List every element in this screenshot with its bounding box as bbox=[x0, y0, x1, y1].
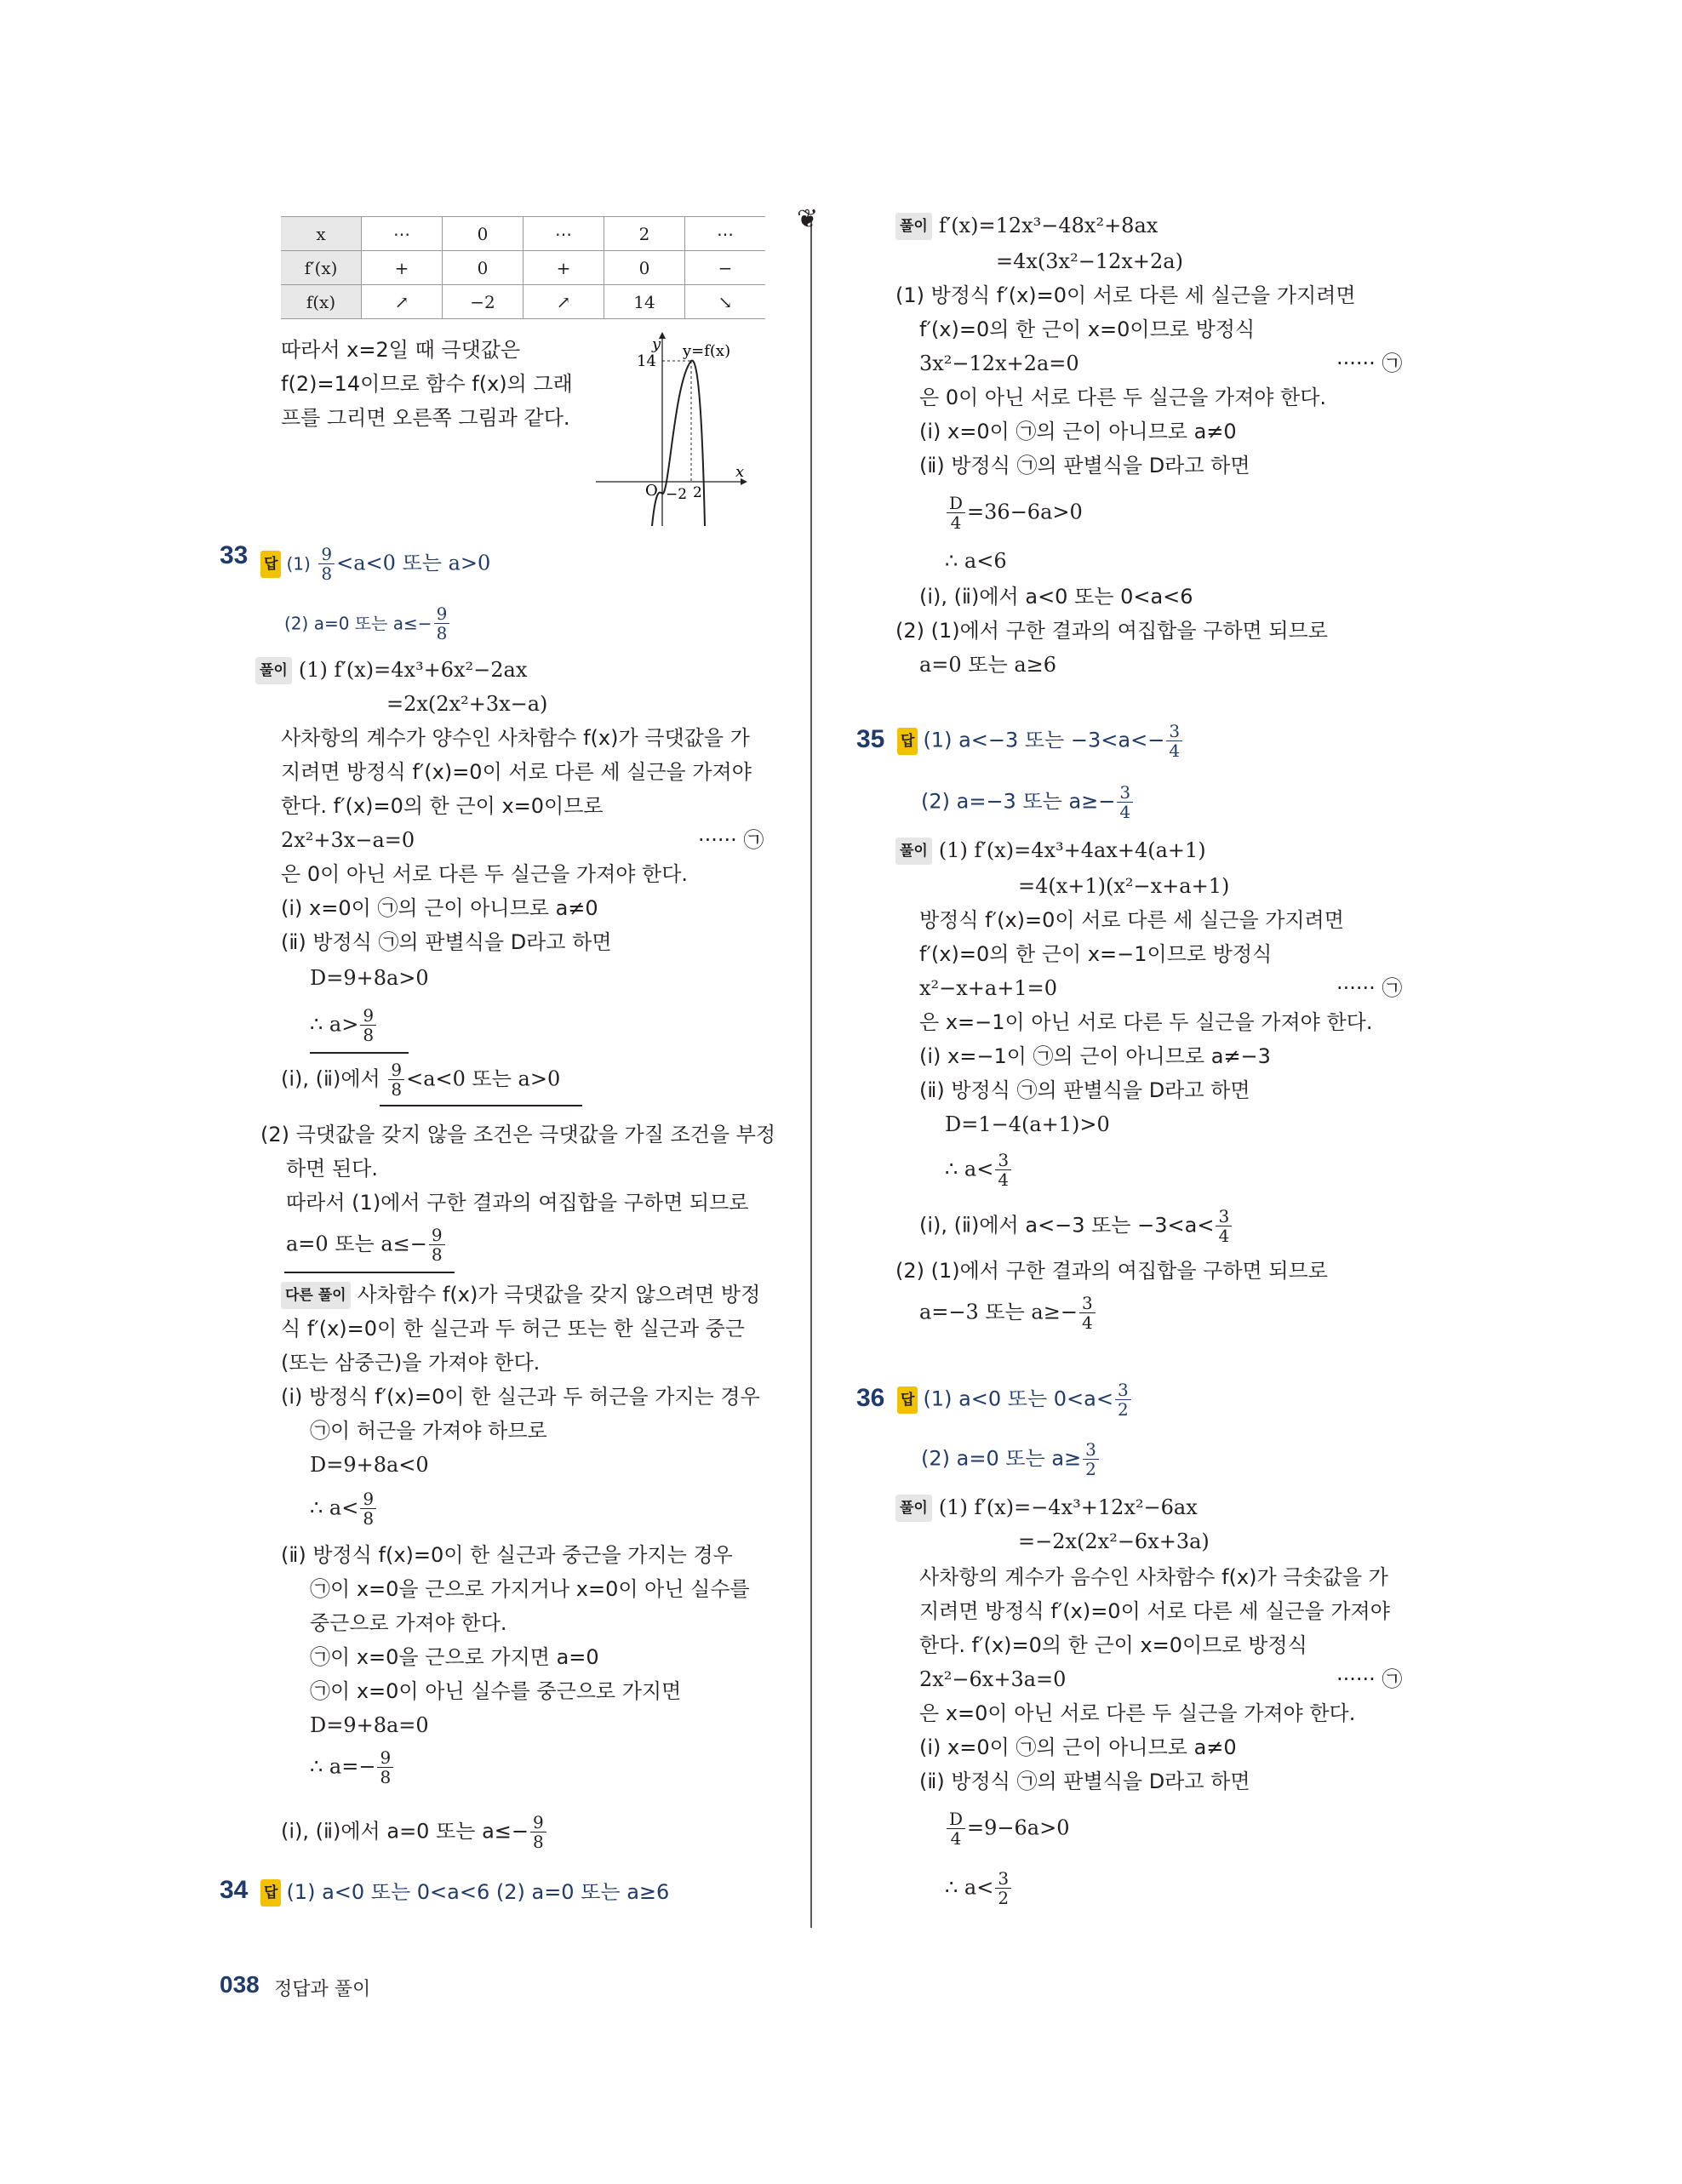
solution-line: ㉠이 x=0이 아닌 실수를 중근으로 가지면 bbox=[310, 1679, 682, 1703]
solution-line: (ⅰ) 방정식 f′(x)=0이 한 실근과 두 허근을 가지는 경우 bbox=[281, 1385, 760, 1409]
equation-tag: ······ ㉠ bbox=[698, 828, 764, 852]
column-divider bbox=[810, 217, 812, 1928]
table-cell: ⋯ bbox=[685, 217, 766, 251]
table-cell: 2 bbox=[604, 217, 685, 251]
underline bbox=[380, 1105, 582, 1106]
solution-line: (ⅰ), (ⅱ)에서 a<0 또는 0<a<6 bbox=[919, 585, 1193, 609]
fraction: $\frac{9}{8}$ bbox=[429, 1226, 445, 1264]
table-cell: f(x) bbox=[281, 285, 362, 319]
solution-line: 풀이 (1) f′(x)=4x³+6x²−2ax bbox=[255, 657, 527, 684]
answer-tag: 답 bbox=[260, 551, 281, 578]
solution-line: 지려면 방정식 f′(x)=0이 서로 다른 세 실근을 가져야 bbox=[919, 1599, 1390, 1623]
equation-tag: ······ ㉠ bbox=[1336, 352, 1403, 375]
table-cell: 14 bbox=[604, 285, 685, 319]
fraction: $\frac{3}{4}$ bbox=[1117, 783, 1133, 821]
solution-line: D=9+8a<0 bbox=[310, 1453, 429, 1477]
answer-line: 답 (1) a<0 또는 0<a<6 (2) a=0 또는 a≥6 bbox=[260, 1879, 669, 1907]
question-number: 36 bbox=[856, 1384, 885, 1412]
solution-line: ㉠이 x=0을 근으로 가지면 a=0 bbox=[310, 1645, 599, 1669]
answer-tag: 답 bbox=[260, 1879, 281, 1907]
solution-line: f′(x)=0의 한 근이 x=0이므로 방정식 bbox=[919, 317, 1256, 341]
solution-line: a=0 또는 a≥6 bbox=[919, 653, 1057, 677]
solution-line: =2x(2x²+3x−a) bbox=[386, 692, 548, 716]
solution-line: (ⅰ), (ⅱ)에서 a<−3 또는 −3<a< $\frac{3}{4}$ bbox=[919, 1207, 1233, 1245]
solution-line: 사차항의 계수가 양수인 사차함수 f(x)가 극댓값을 가 bbox=[281, 726, 750, 750]
solution-line: (ⅱ) 방정식 f(x)=0이 한 실근과 중근을 가지는 경우 bbox=[281, 1543, 733, 1567]
table-cell: −2 bbox=[443, 285, 523, 319]
answer-line: (2) a=0 또는 a≤− $\frac{9}{8}$ bbox=[284, 604, 451, 643]
solution-line: 지려면 방정식 f′(x)=0이 서로 다른 세 실근을 가져야 bbox=[281, 760, 752, 784]
question-number: 33 bbox=[220, 541, 249, 569]
fraction: $\frac{3}{4}$ bbox=[995, 1151, 1011, 1189]
solution-tag: 풀이 bbox=[895, 838, 932, 865]
solution-line: D=1−4(a+1)>0 bbox=[945, 1112, 1110, 1136]
table-row bbox=[281, 217, 765, 251]
table-row bbox=[281, 251, 765, 285]
intro-line: f(2)=14이므로 함수 f(x)의 그래 bbox=[281, 372, 573, 396]
solution-line: 은 0이 아닌 서로 다른 두 실근을 가져야 한다. bbox=[281, 862, 689, 886]
solution-line: (또는 삼중근)을 가져야 한다. bbox=[281, 1351, 541, 1375]
table-cell: 0 bbox=[604, 251, 685, 285]
answer-line: 답 (1) a<0 또는 0<a< $\frac{3}{2}$ bbox=[897, 1381, 1133, 1419]
table-cell: ⋯ bbox=[362, 217, 443, 251]
solution-line: (ⅰ) x=−1이 ㉠의 근이 아니므로 a≠−3 bbox=[919, 1044, 1271, 1068]
fraction: $\frac{9}{8}$ bbox=[360, 1006, 376, 1044]
table-cell: x bbox=[281, 217, 362, 251]
solution-line: =4x(3x²−12x+2a) bbox=[996, 249, 1183, 273]
solution-line: (1) 방정식 f′(x)=0이 서로 다른 세 실근을 가지려면 bbox=[895, 283, 1356, 307]
equation-tag: ······ ㉠ bbox=[1336, 976, 1403, 1000]
solution-tag: 풀이 bbox=[895, 1495, 932, 1522]
solution-line: ∴ a> $\frac{9}{8}$ bbox=[310, 1006, 378, 1044]
fraction: $\frac{D}{4}$ bbox=[947, 1810, 965, 1848]
question-number: 35 bbox=[856, 725, 885, 753]
fraction: $\frac{3}{4}$ bbox=[1166, 722, 1182, 760]
solution-line: (2) (1)에서 구한 결과의 여집합을 구하면 되므로 bbox=[895, 619, 1328, 643]
fraction: $\frac{D}{4}$ bbox=[947, 494, 965, 532]
divider-ornament: ❦ bbox=[797, 204, 819, 234]
table-cell: + bbox=[362, 251, 443, 285]
fraction: $\frac{3}{2}$ bbox=[1083, 1440, 1099, 1478]
solution-line: (ⅰ) x=0이 ㉠의 근이 아니므로 a≠0 bbox=[919, 1735, 1237, 1759]
solution-line: (ⅰ) x=0이 ㉠의 근이 아니므로 a≠0 bbox=[919, 420, 1237, 443]
fraction: $\frac{9}{8}$ bbox=[434, 604, 450, 643]
intro-line: 프를 그리면 오른쪽 그림과 같다. bbox=[281, 406, 570, 430]
table-cell: ↗ bbox=[362, 285, 443, 319]
solution-line: (ⅰ), (ⅱ)에서 $\frac{9}{8}$ <a<0 또는 a>0 bbox=[281, 1060, 561, 1100]
solution-line: D=9+8a=0 bbox=[310, 1713, 429, 1737]
solution-line: 2x²−6x+3a=0 bbox=[919, 1667, 1067, 1691]
table-cell: − bbox=[685, 251, 766, 285]
equation-tag: ······ ㉠ bbox=[1336, 1667, 1403, 1691]
solution-line: ∴ a< $\frac{3}{4}$ bbox=[945, 1151, 1013, 1189]
table-cell: 0 bbox=[443, 217, 523, 251]
fraction: $\frac{9}{8}$ bbox=[360, 1489, 376, 1528]
graph-y-label: y bbox=[652, 335, 661, 353]
answer-tag: 답 bbox=[897, 728, 918, 755]
graph-max-label: 14 bbox=[637, 352, 656, 370]
page-number: 038 bbox=[220, 1971, 260, 1998]
solution-line: 은 0이 아닌 서로 다른 두 실근을 가져야 한다. bbox=[919, 386, 1327, 409]
question-number: 34 bbox=[220, 1876, 249, 1904]
solution-line: 방정식 f′(x)=0이 서로 다른 세 실근을 가지려면 bbox=[919, 908, 1344, 932]
solution-line: 3x²−12x+2a=0 bbox=[919, 352, 1079, 375]
table-cell: ↘ bbox=[685, 285, 766, 319]
underline bbox=[284, 1272, 455, 1273]
solution-tag: 풀이 bbox=[895, 213, 932, 240]
solution-line: D=9+8a>0 bbox=[310, 966, 429, 990]
solution-line: a=0 또는 a≤− $\frac{9}{8}$ bbox=[286, 1226, 447, 1264]
answer-line: (2) a=0 또는 a≥ $\frac{3}{2}$ bbox=[921, 1440, 1101, 1478]
fraction: $\frac{9}{8}$ bbox=[388, 1061, 404, 1099]
solution-line: (ⅱ) 방정식 ㉠의 판별식을 D라고 하면 bbox=[919, 454, 1250, 477]
solution-line: $\frac{D}{4}$ =9−6a>0 bbox=[945, 1810, 1070, 1848]
table-cell: ⋯ bbox=[523, 217, 604, 251]
solution-line: =4(x+1)(x²−x+a+1) bbox=[1018, 874, 1230, 898]
table-cell: f′(x) bbox=[281, 251, 362, 285]
solution-line: 따라서 (1)에서 구한 결과의 여집합을 구하면 되므로 bbox=[286, 1191, 749, 1215]
answer-line: (2) a=−3 또는 a≥− $\frac{3}{4}$ bbox=[921, 783, 1135, 821]
fraction: $\frac{3}{2}$ bbox=[1115, 1381, 1131, 1419]
alt-solution-tag: 다른 풀이 bbox=[281, 1282, 351, 1309]
solution-line: (2) 극댓값을 갖지 않을 조건은 극댓값을 가질 조건을 부정 bbox=[260, 1123, 776, 1146]
fraction: $\frac{9}{8}$ bbox=[377, 1748, 393, 1787]
table-cell: ↗ bbox=[523, 285, 604, 319]
solution-line: 풀이 (1) f′(x)=−4x³+12x²−6ax bbox=[895, 1495, 1198, 1522]
fraction: $\frac{3}{4}$ bbox=[1079, 1294, 1096, 1332]
solution-line: x²−x+a+1=0 bbox=[919, 976, 1057, 1000]
solution-line: 식 f′(x)=0이 한 실근과 두 허근 또는 한 실근과 중근 bbox=[281, 1317, 745, 1341]
solution-line: 풀이 (1) f′(x)=4x³+4ax+4(a+1) bbox=[895, 838, 1206, 865]
solution-line: 다른 풀이 사차함수 f(x)가 극댓값을 갖지 않으려면 방정 bbox=[281, 1282, 760, 1309]
solution-line: ㉠이 x=0을 근으로 가지거나 x=0이 아닌 실수를 bbox=[310, 1577, 750, 1601]
graph-curve-label: y=f(x) bbox=[683, 342, 731, 360]
footer-label: 정답과 풀이 bbox=[274, 1979, 371, 2000]
table-cell: 0 bbox=[443, 251, 523, 285]
solution-line: ∴ a< $\frac{3}{2}$ bbox=[945, 1869, 1013, 1907]
solution-tag: 풀이 bbox=[255, 657, 292, 684]
answer-tag: 답 bbox=[897, 1386, 918, 1414]
solution-line: ∴ a<6 bbox=[945, 549, 1007, 573]
fraction: $\frac{3}{4}$ bbox=[1216, 1207, 1232, 1245]
fraction: $\frac{3}{2}$ bbox=[995, 1869, 1011, 1907]
graph-x2-label: 2 bbox=[693, 484, 702, 501]
table-row bbox=[281, 285, 765, 319]
solution-line: (ⅱ) 방정식 ㉠의 판별식을 D라고 하면 bbox=[281, 930, 612, 954]
solution-line: (ⅰ) x=0이 ㉠의 근이 아니므로 a≠0 bbox=[281, 896, 598, 920]
solution-line: (ⅱ) 방정식 ㉠의 판별식을 D라고 하면 bbox=[919, 1078, 1250, 1102]
solution-line: (2) (1)에서 구한 결과의 여집합을 구하면 되므로 bbox=[895, 1259, 1328, 1283]
solution-line: 한다. f′(x)=0의 한 근이 x=0이므로 bbox=[281, 794, 604, 818]
solution-line: 은 x=0이 아닌 서로 다른 두 실근을 가져야 한다. bbox=[919, 1701, 1356, 1725]
solution-line: ㉠이 허근을 가져야 하므로 bbox=[310, 1419, 547, 1443]
graph-min-label: −2 bbox=[666, 486, 688, 503]
intro-line: 따라서 x=2일 때 극댓값은 bbox=[281, 338, 521, 362]
solution-line: 사차항의 계수가 음수인 사차함수 f(x)가 극솟값을 가 bbox=[919, 1565, 1388, 1589]
table-cell: + bbox=[523, 251, 604, 285]
solution-line: 한다. f′(x)=0의 한 근이 x=0이므로 방정식 bbox=[919, 1633, 1307, 1657]
answer-line: 답 (1) a<−3 또는 −3<a<− $\frac{3}{4}$ bbox=[897, 722, 1184, 760]
graph-origin-label: O bbox=[645, 482, 658, 500]
solution-line: $\frac{D}{4}$ =36−6a>0 bbox=[945, 494, 1083, 532]
solution-line: ∴ a=− $\frac{9}{8}$ bbox=[310, 1748, 395, 1787]
solution-line: =−2x(2x²−6x+3a) bbox=[1018, 1529, 1210, 1553]
fraction: $\frac{9}{8}$ bbox=[530, 1813, 546, 1851]
solution-line: 하면 된다. bbox=[286, 1157, 378, 1181]
solution-line: 중근으로 가져야 한다. bbox=[310, 1611, 507, 1635]
underline bbox=[310, 1052, 409, 1054]
solution-line: f′(x)=0의 한 근이 x=−1이므로 방정식 bbox=[919, 942, 1273, 966]
solution-line: 2x²+3x−a=0 bbox=[281, 828, 415, 852]
solution-line: a=−3 또는 a≥− $\frac{3}{4}$ bbox=[919, 1294, 1097, 1332]
solution-line: 풀이 f′(x)=12x³−48x²+8ax bbox=[895, 213, 1158, 240]
graph-x-label: x bbox=[735, 463, 745, 481]
solution-line: ∴ a< $\frac{9}{8}$ bbox=[310, 1489, 378, 1528]
answer-line: 답 (1) $\frac{9}{8}$ <a<0 또는 a>0 bbox=[260, 545, 490, 583]
function-graph bbox=[596, 330, 766, 528]
fraction: $\frac{9}{8}$ bbox=[318, 545, 335, 583]
solution-line: (ⅱ) 방정식 ㉠의 판별식을 D라고 하면 bbox=[919, 1769, 1250, 1793]
increase-decrease-table bbox=[281, 216, 765, 319]
solution-line: 은 x=−1이 아닌 서로 다른 두 실근을 가져야 한다. bbox=[919, 1010, 1373, 1034]
solution-line: (ⅰ), (ⅱ)에서 a=0 또는 a≤− $\frac{9}{8}$ bbox=[281, 1813, 548, 1851]
